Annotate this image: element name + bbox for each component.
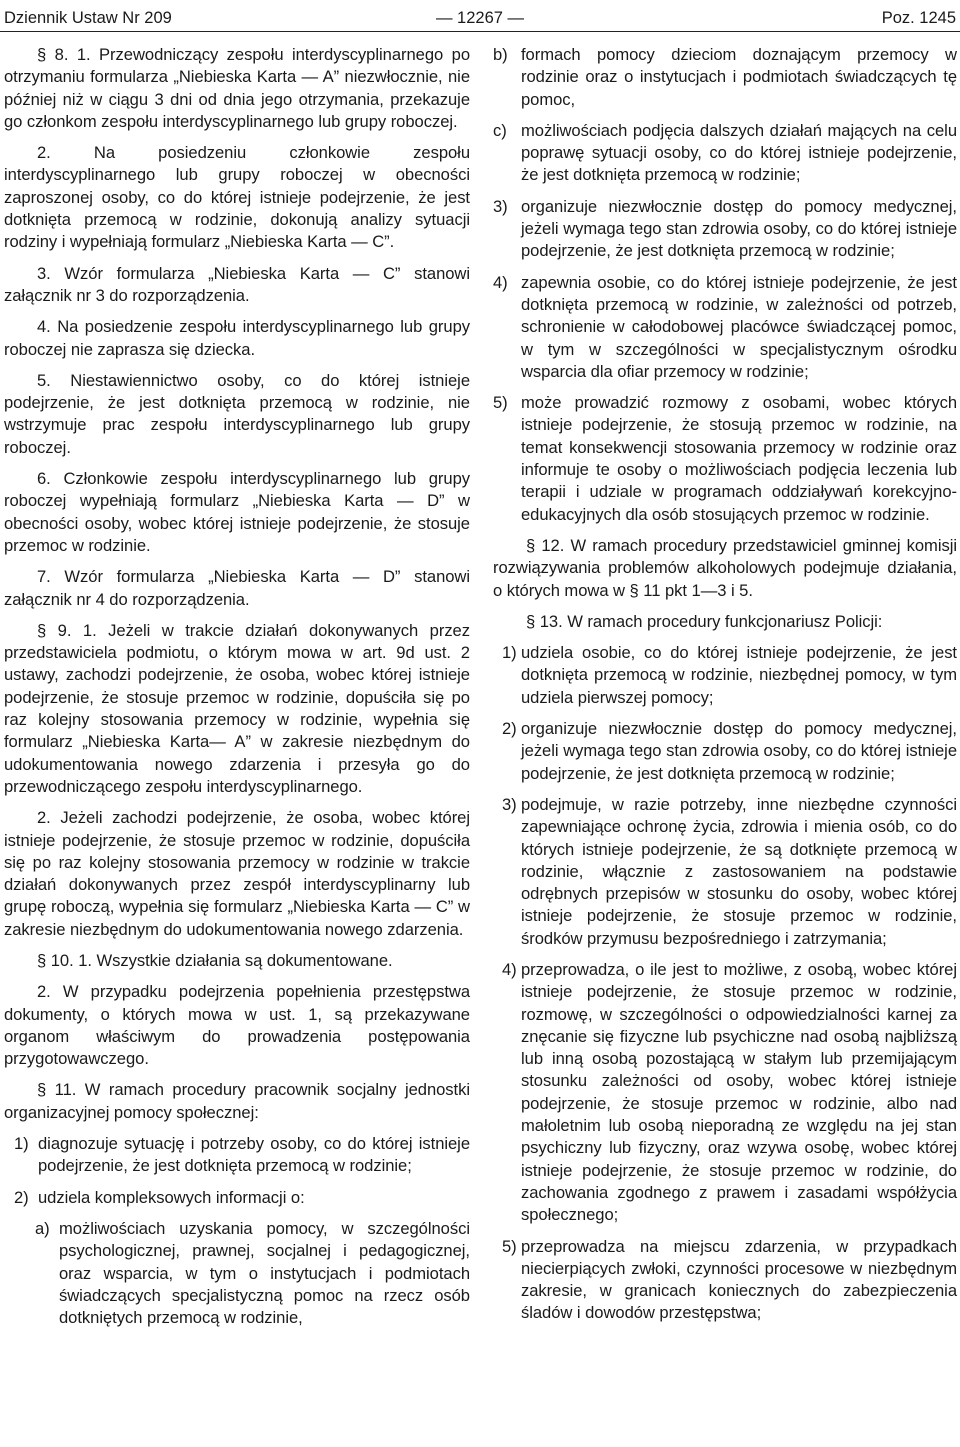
- item-text: udziela osobie, co do której istnieje podejrzenie, że jest dotknięta przemocą w rodzinie, niezbędnej pomocy, w tym udziela pierwszej pomocy;: [521, 643, 957, 707]
- paragraph: 4. Na posiedzenie zespołu interdyscyplinarnego lub grupy roboczej nie zaprasza się dziecka.: [4, 317, 470, 359]
- item-text: podejmuje, w razie potrzeby, inne niezbędne czynności zapewniające ochronę życia, zdrowia i mienia osób, co do których istnieje podejrzenie, że są dotknięte przemocą w rodzinie, włącznie z zastosowaniem na podstawie odrębnych przepisów w stosunku do osoby, wobec której istnieje podejrzenie, że stosuje przemoc w rodzinie, środków przymusu bezpośredniego i zatrzymania;: [521, 794, 957, 948]
- right-column: [493, 44, 957, 1334]
- list-item: [4, 1133, 470, 1178]
- paragraph: 2. Jeżeli zachodzi podejrzenie, że osoba, wobec której istnieje podejrzenie, że stosuje przemoc w rodzinie, dopuściła się po raz kolejny stosowania przemocy w rodzinie w trakcie działań dokonywanych przez zespół interdyscyplinarny lub grupę roboczą, wypełnia się formularz „Niebieska Karta — C” w zakresie niezbędnym do udokumentowania nowego zdarzenia.: [4, 808, 470, 939]
- paragraph: 2. Na posiedzeniu członkowie zespołu interdyscyplinarnego lub grupy roboczej w obecności zaproszonej osoby, co do której istnieje podejrzenie, że jest dotknięta przemocą w rodzinie, dokonują analizy sytuacji rodziny i wypełniają formularz „Niebieska Karta — C”.: [4, 143, 470, 252]
- list-item: [493, 1236, 957, 1325]
- item-text: możliwościach podjęcia dalszych działań mających na celu poprawę sytuacji osoby, co do której istnieje podejrzenie, że jest dotknięta przemocą w rodzinie;: [521, 120, 957, 185]
- paragraph: 2. W przypadku podejrzenia popełnienia przestępstwa dokumenty, o których mowa w ust. 1, są przekazywane organom właściwym do prowadzenia postępowania przygotowawczego.: [4, 982, 470, 1069]
- item-text: przeprowadza na miejscu zdarzenia, w przypadkach niecierpiących zwłoki, czynności procesowe w niezbędnym zakresie, w granicach koniecznych do zabezpieczenia śladów i dowodów przestępstwa;: [521, 1236, 957, 1323]
- item-text: organizuje niezwłocznie dostęp do pomocy medycznej, jeżeli wymaga tego stan zdrowia osoby, co do której istnieje podejrzenie, że jest dotknięta przemocą w rodzinie;: [521, 719, 957, 783]
- paragraph: 3. Wzór formularza „Niebieska Karta — C” stanowi załącznik nr 3 do rozporządzenia.: [4, 263, 470, 305]
- paragraph: § 10. 1. Wszystkie działania są dokumentowane.: [37, 950, 393, 970]
- item-text: udziela kompleksowych informacji o:: [38, 1187, 305, 1207]
- list-subitem: [493, 120, 957, 187]
- item-text: organizuje niezwłocznie dostęp do pomocy medycznej, jeżeli wymaga tego stan zdrowia osoby, co do której istnieje podejrzenie, że jest dotknięta przemocą w rodzinie;: [521, 196, 957, 261]
- item-number: a): [35, 1218, 50, 1238]
- paragraph: 7. Wzór formularza „Niebieska Karta — D” stanowi załącznik nr 4 do rozporządzenia.: [4, 567, 470, 609]
- position-number: Poz. 1245: [881, 9, 956, 27]
- item-number: 4): [502, 959, 517, 979]
- item-number: b): [493, 45, 508, 64]
- paragraph: § 12. W ramach procedury przedstawiciel gminnej komisji rozwiązywania problemów alkoholowych podejmuje działania, o których mowa w § 11 pkt 1—3 i 5.: [493, 535, 957, 600]
- list-subitem: [493, 44, 957, 111]
- paragraph: § 8. 1. Przewodniczący zespołu interdyscyplinarnego po otrzymaniu formularza „Niebieska Karta — A” niezwłocznie, nie później niż w ciągu 3 dni od dnia jego otrzymania, przekazuje go członkom zespołu interdyscyplinarnego lub grupy roboczej.: [4, 45, 470, 131]
- list-item: [493, 272, 957, 383]
- header-rule: [0, 31, 960, 32]
- paragraph: § 13. W ramach procedury funkcjonariusz Policji:: [526, 611, 883, 631]
- page-header: [4, 0, 956, 28]
- list-item: [4, 1187, 470, 1209]
- item-number: 2): [502, 719, 517, 739]
- item-text: możliwościach uzyskania pomocy, w szczególności psychologicznej, prawnej, socjalnej i pedagogicznej, oraz wsparcia, w tym o instytucjach i podmiotach świadczących specjalistyczną pomoc na rzecz osób dotkniętych przemocą w rodzinie,: [59, 1218, 470, 1328]
- journal-title: Dziennik Ustaw Nr 209: [4, 9, 172, 27]
- item-number: 3): [502, 794, 517, 814]
- page-number: — 12267 —: [435, 9, 525, 27]
- item-number: 1): [14, 1134, 29, 1154]
- item-text: przeprowadza, o ile jest to możliwe, z osobą, wobec której istnieje podejrzenie, że stosuje przemoc w rodzinie, rozmowę, w szczególności o odpowiedzialności karnej za znęcanie się fizyczne lub psychiczne nad osobą najbliższą lub inną osobą pozostającą w stałym lub przemijającym stosunku zależności od osoby, wobec której istnieje podejrzenie, że stosuje przemoc w rodzinie, albo nad małoletnim lub osobą nieporadną ze względu na jej stan psychiczny lub fizyczny, oraz wzywa osobę, wobec której istnieje podejrzenie, że stosuje przemoc w rodzinie, do zachowania zgodnego z prawem i zasadami współżycia społecznego;: [521, 959, 957, 1225]
- paragraph: § 11. W ramach procedury pracownik socjalny jednostki organizacyjnej pomocy społecznej:: [4, 1080, 470, 1122]
- item-number: 1): [502, 643, 517, 663]
- list-item: [493, 642, 957, 709]
- paragraph: § 9. 1. Jeżeli w trakcie działań dokonywanych przez przedstawiciela podmiotu, o którym mowa w art. 9d ust. 2 ustawy, zachodzi podejrzenie, że osoba, wobec której istnieje podejrzenie, że stosuje przemoc w rodzinie, dopuściła się po raz kolejny stosowania przemocy w rodzinie, wypełnia się formularz „Niebieska Karta— A” w zakresie niezbędnym do udokumentowania nowego zdarzenia i przesyła go do przewodniczącego zespołu interdyscyplinarnego.: [4, 620, 470, 796]
- item-text: może prowadzić rozmowy z osobami, wobec których istnieje podejrzenie, że stosują przemoc w rodzinie, na temat konsekwencji stosowania przemocy w rodzinie oraz informuje te osoby o możliwościach podjęcia leczenia lub terapii i udziale w programach oddziaływań korekcyjno-edukacyjnych dla osób stosujących przemoc w rodzinie.: [521, 393, 957, 524]
- item-number: 3): [493, 196, 508, 216]
- list-item: [493, 959, 957, 1227]
- left-column: [4, 44, 470, 1338]
- list-item: [493, 196, 957, 263]
- item-number: 2): [14, 1187, 29, 1207]
- list-item: [493, 794, 957, 950]
- item-number: c): [493, 120, 507, 140]
- item-number: 5): [502, 1236, 517, 1256]
- item-text: zapewnia osobie, co do której istnieje podejrzenie, że jest dotknięta przemocą w rodzinie, w zależności od potrzeb, schronienie w całodobowej placówce świadczącej pomoc, w tym w szczególności w specjalistycznym ośrodku wsparcia dla ofiar przemocy w rodzinie;: [521, 272, 957, 381]
- paragraph: 6. Członkowie zespołu interdyscyplinarnego lub grupy roboczej wypełniają formularz „Niebieska Karta — D” w obecności osoby, wobec której istnieje podejrzenie, że stosuje przemoc w rodzinie.: [4, 469, 470, 555]
- list-subitem: [4, 1218, 470, 1329]
- list-item: [493, 718, 957, 785]
- list-item: [493, 392, 957, 526]
- item-text: formach pomocy dzieciom doznającym przemocy w rodzinie oraz o instytucjach i podmiotach świadczących tę pomoc,: [521, 45, 957, 109]
- item-text: diagnozuje sytuację i potrzeby osoby, co do której istnieje podejrzenie, że jest dotknięta przemocą w rodzinie;: [38, 1134, 470, 1176]
- item-number: 4): [493, 272, 508, 292]
- paragraph: 5. Niestawiennictwo osoby, co do której istnieje podejrzenie, że jest dotknięta przemocą w rodzinie, nie wstrzymuje prac zespołu interdyscyplinarnego lub grupy roboczej.: [4, 370, 470, 457]
- item-number: 5): [493, 393, 508, 413]
